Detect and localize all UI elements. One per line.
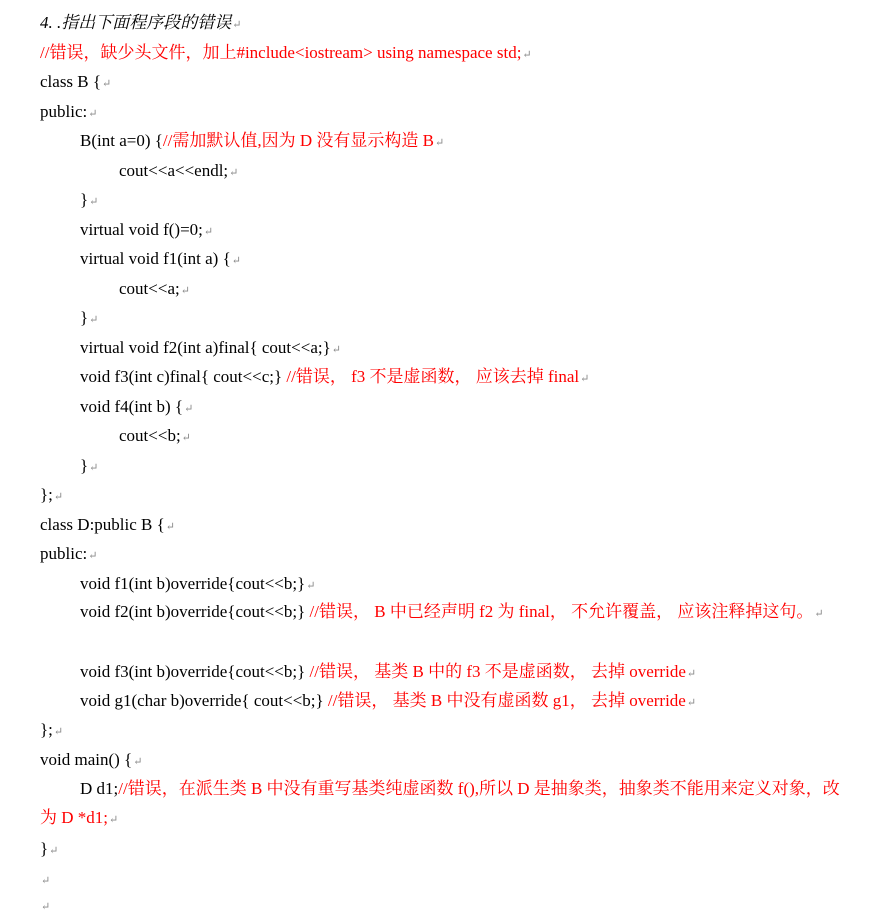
code-line-virtual-f: virtual void f()=0;↵ xyxy=(80,220,214,239)
code-comment: //错误， B 中已经声明 f2 为 final， 不允许覆盖， 应该注释掉这句。 xyxy=(309,602,814,621)
code-comment: //错误， 基类 B 中的 f3 不是虚函数， 去掉 override xyxy=(309,662,686,681)
code-line-cout-b: cout<<b;↵ xyxy=(119,426,191,445)
code-line-class-end: };↵ xyxy=(40,485,64,504)
code-line-main: void main() {↵ xyxy=(40,750,143,769)
code-line-constructor: B(int a=0) {//需加默认值,因为 D 没有显示构造 B↵ xyxy=(80,131,445,150)
code-line-override-g1: void g1(char b)override{ cout<<b;} //错误， 基类 B 中没有虚函数 g1， 去掉 override↵ xyxy=(80,691,697,710)
code-line-close-brace: }↵ xyxy=(80,456,99,475)
code-line-class-end: };↵ xyxy=(40,720,64,739)
code-line-f3-final: void f3(int c)final{ cout<<c;} //错误， f3 不是虚函数， 应该去掉 final↵ xyxy=(80,367,590,386)
code-line-class-d: class D:public B {↵ xyxy=(40,515,176,534)
code-line-class-b: class B {↵ xyxy=(40,72,112,91)
code-line-override-f2: void f2(int b)override{cout<<b;} //错误， B 中已经声明 f2 为 final， 不允许覆盖， 应该注释掉这句。↵ xyxy=(80,602,824,621)
code-line-override-f3: void f3(int b)override{cout<<b;} //错误， 基类 B 中的 f3 不是虚函数， 去掉 override↵ xyxy=(80,662,697,681)
code-line-d1-declaration: D d1;//错误，在派生类 B 中没有重写基类纯虚函数 f(),所以 D 是抽象类，抽象类不能用来定义对象，改为 D *d1;↵ xyxy=(40,779,840,827)
code-line-public: public:↵ xyxy=(40,102,98,121)
code-comment: //需加默认值,因为 D 没有显示构造 B xyxy=(162,131,434,150)
code-comment: //错误， f3 不是虚函数， 应该去掉 final xyxy=(286,367,580,386)
code-line-cout-endl: cout<<a<<endl;↵ xyxy=(119,161,239,180)
code-line-close-brace: }↵ xyxy=(80,190,99,209)
code-line-virtual-f2: virtual void f2(int a)final{ cout<<a;}↵ xyxy=(80,338,341,357)
code-line-f4: void f4(int b) {↵ xyxy=(80,397,194,416)
code-line-main-end: }↵ xyxy=(40,839,59,858)
code-line-virtual-f1: virtual void f1(int a) {↵ xyxy=(80,249,241,268)
code-comment: //错误， 基类 B 中没有虚函数 g1， 去掉 override xyxy=(327,691,686,710)
code-line-cout-a: cout<<a;↵ xyxy=(119,279,190,298)
code-comment: //错误，在派生类 B 中没有重写基类纯虚函数 f(),所以 D 是抽象类，抽象类不能用来定义对象，改为 D *d1; xyxy=(40,779,840,827)
comment-line-include: //错误，缺少头文件，加上#include<iostream> using namespace std;↵ xyxy=(40,43,532,62)
code-line-override-f1: void f1(int b)override{cout<<b;}↵ xyxy=(80,574,316,593)
empty-paragraph: ↵ xyxy=(41,875,51,887)
exercise-heading: 4. .指出下面程序段的错误↵ xyxy=(40,13,242,32)
code-line-close-brace: }↵ xyxy=(80,308,99,327)
code-line-public: public:↵ xyxy=(40,544,98,563)
empty-paragraph: ↵ xyxy=(41,901,51,913)
